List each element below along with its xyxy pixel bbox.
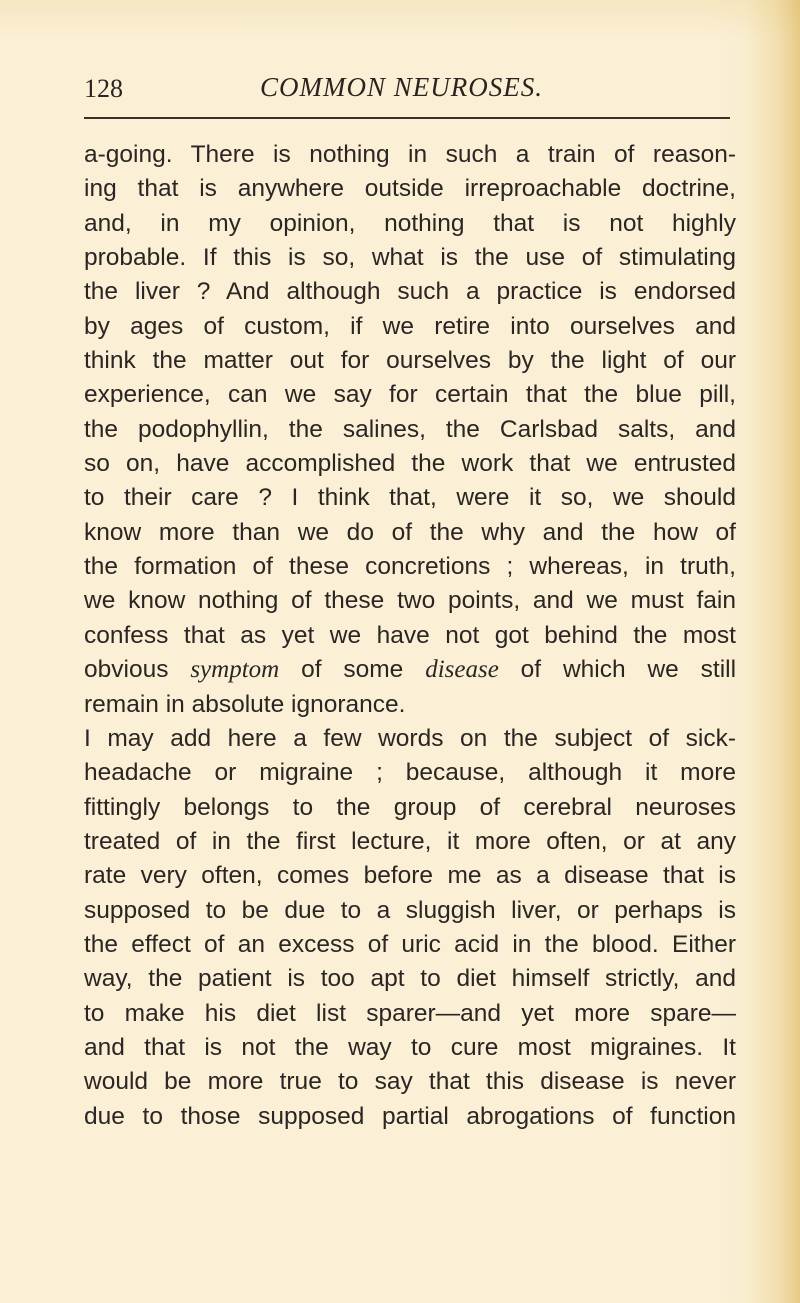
text-line: headache or migraine ; because, although it more bbox=[84, 759, 736, 787]
running-title: COMMON NEUROSES. bbox=[260, 72, 543, 102]
text-line: by ages of custom, if we retire into ourselves and bbox=[84, 312, 736, 340]
text-line: would be more true to say that this disease is never bbox=[84, 1068, 736, 1096]
text-line: a-going. There is nothing in such a train of reason- bbox=[84, 141, 736, 168]
text-line: so on, have accomplished the work that we entrusted bbox=[84, 450, 736, 478]
text-line: rate very often, comes before me as a disease that is bbox=[84, 862, 736, 890]
text-line: the effect of an excess of uric acid in the blood. Either bbox=[84, 930, 736, 958]
text-line: experience, can we say for certain that the blue pill, bbox=[84, 381, 736, 409]
text-segment: obvious bbox=[84, 656, 169, 684]
text-line: probable. If this is so, what is the use of stimulating bbox=[84, 244, 736, 272]
text-line: due to those supposed partial abrogations of function bbox=[84, 1102, 736, 1130]
text-line: the podophyllin, the salines, the Carlsbad salts, and bbox=[84, 415, 736, 443]
text-line: confess that as yet we have not got behind the most bbox=[84, 621, 736, 649]
text-line: know more than we do of the why and the how of bbox=[84, 518, 736, 546]
text-line: the liver ? And although such a practice is endorsed bbox=[84, 278, 736, 306]
text-line: we know nothing of these two points, and we must fain bbox=[84, 587, 736, 615]
body-text bbox=[84, 138, 744, 1134]
text-line: to their care ? I think that, were it so, we should bbox=[84, 484, 736, 512]
text-line: to make his diet list sparer—and yet more spare— bbox=[84, 999, 736, 1027]
text-segment: of some bbox=[301, 656, 404, 684]
page-number: 128 bbox=[84, 74, 123, 103]
text-line: way, the patient is too apt to diet himself strictly, and bbox=[84, 965, 736, 993]
text-line: think the matter out for ourselves by the light of our bbox=[84, 347, 736, 375]
text-line: I may add here a few words on the subject of sick- bbox=[84, 724, 736, 752]
text-line: supposed to be due to a sluggish liver, or perhaps is bbox=[84, 896, 736, 924]
text-line: the formation of these concretions ; whereas, in truth, bbox=[84, 553, 736, 581]
text-line-with-italics bbox=[84, 653, 736, 687]
text-line: treated of in the first lecture, it more often, or at any bbox=[84, 827, 736, 855]
text-line: ing that is anywhere outside irreproachable doctrine, bbox=[84, 175, 736, 203]
header-rule bbox=[84, 117, 730, 119]
italic-word: disease bbox=[425, 656, 499, 684]
italic-word: symptom bbox=[190, 656, 280, 684]
text-line: and, in my opinion, nothing that is not highly bbox=[84, 209, 736, 237]
text-line: and that is not the way to cure most migraines. It bbox=[84, 1033, 736, 1061]
text-line: fittingly belongs to the group of cerebral neuroses bbox=[84, 793, 736, 821]
text-line: remain in absolute ignorance. bbox=[84, 690, 406, 718]
text-segment: of which we still bbox=[520, 656, 737, 684]
running-head bbox=[84, 72, 734, 112]
